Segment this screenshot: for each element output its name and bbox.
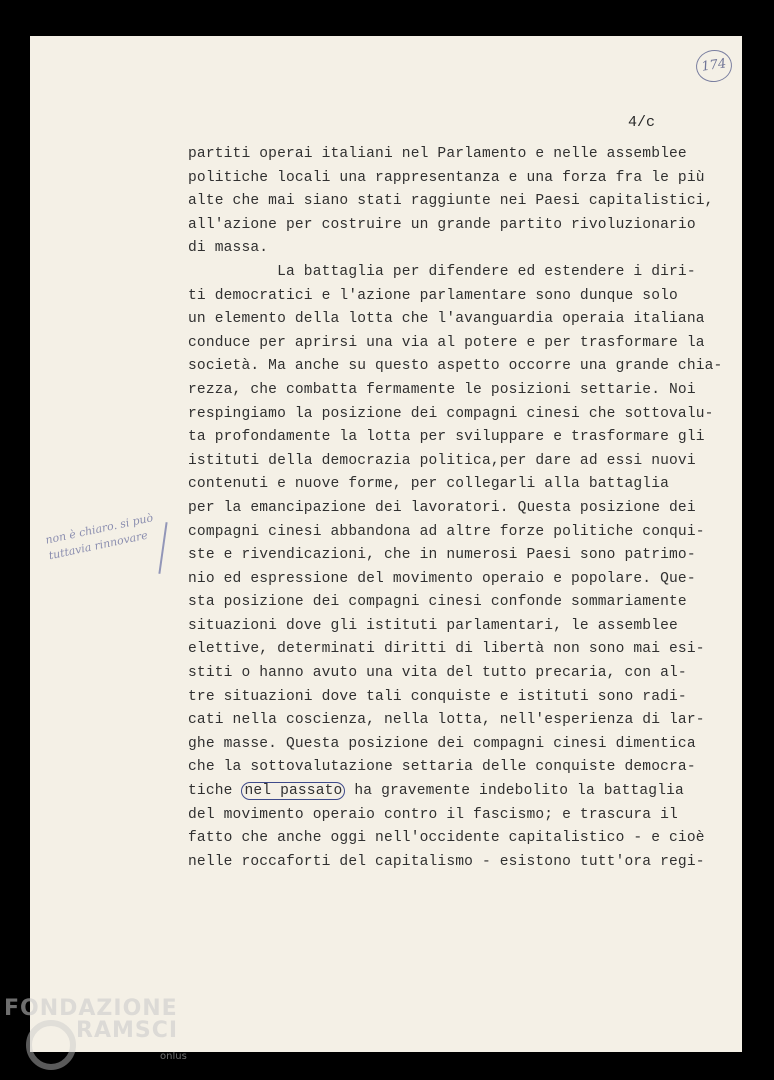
text-line: compagni cinesi abbandona ad altre forze politiche conqui- [188, 523, 705, 540]
text-line: politiche locali una rappresentanza e una forza fra le più [188, 169, 705, 186]
text-line: all'azione per costruire un grande partito rivoluzionario [188, 216, 696, 233]
text-line: che la sottovalutazione settaria delle conquiste democra- [188, 759, 696, 776]
text-line: tre situazioni dove tali conquiste e istituti sono radi- [188, 688, 687, 705]
text-line: elettive, determinati diritti di libertà non sono mai esi- [188, 641, 705, 658]
text-line: ti democratici e l'azione parlamentare sono dunque solo [188, 287, 678, 304]
watermark-line1: FONDAZIONE [4, 996, 178, 1021]
text-line: stiti o hanno avuto una vita del tutto precaria, con al- [188, 665, 687, 682]
text-line: conduce per aprirsi una via al potere e per trasformare la [188, 334, 705, 351]
folio-number-stamp: 174 [694, 48, 734, 85]
page-number: 4/c [628, 114, 656, 131]
text-line: situazioni dove gli istituti parlamentari, le assemblee [188, 617, 678, 634]
text-fragment: tiche [188, 783, 242, 800]
text-line: alte che mai siano stati raggiunte nei Paesi capitalistici, [188, 193, 714, 210]
watermark-g-logo [26, 1020, 76, 1070]
text-line: nelle roccaforti del capitalismo - esistono tutt'ora regi- [188, 853, 705, 870]
text-line: ste e rivendicazioni, che in numerosi Paesi sono patrimo- [188, 547, 696, 564]
text-line: del movimento operaio contro il fascismo; e trascura il [188, 806, 678, 823]
annotated-text-line [188, 780, 708, 804]
text-line: partiti operai italiani nel Parlamento e nelle assemblee [188, 146, 687, 162]
watermark-onlus: onlus [160, 1051, 187, 1062]
text-line: cati nella coscienza, nella lotta, nell'esperienza di lar- [188, 712, 705, 729]
text-line: fatto che anche oggi nell'occidente capitalistico - e cioè [188, 830, 705, 847]
archive-watermark [4, 996, 204, 1080]
text-line: sta posizione dei compagni cinesi confonde sommariamente [188, 594, 687, 611]
text-line: società. Ma anche su questo aspetto occorre una grande chia- [188, 358, 723, 375]
circled-phrase: nel passato [241, 782, 345, 800]
typed-body-text [188, 143, 723, 874]
text-line: La battaglia per difendere ed estendere i diri- [188, 263, 696, 280]
text-line: rezza, che combatta fermamente le posizioni settarie. Noi [188, 381, 696, 398]
text-line: di massa. [188, 240, 269, 257]
text-line: ta profondamente la lotta per sviluppare e trasformare gli [188, 429, 705, 446]
watermark-line2: RAMSCI [76, 1018, 179, 1043]
text-line: ghe masse. Questa posizione dei compagni cinesi dimentica [188, 735, 696, 752]
text-line: un elemento della lotta che l'avanguardia operaia italiana [188, 311, 705, 328]
text-line: istituti della democrazia politica,per dare ad essi nuovi [188, 452, 696, 469]
text-line: nio ed espressione del movimento operaio e popolare. Que- [188, 570, 696, 587]
text-fragment: ha gravemente indebolito la battaglia [345, 783, 684, 800]
text-line: contenuti e nuove forme, per collegarli alla battaglia [188, 476, 670, 493]
text-line: respingiamo la posizione dei compagni cinesi che sottovalu- [188, 405, 714, 422]
text-line: per la emancipazione dei lavoratori. Questa posizione dei [188, 499, 696, 516]
handwritten-margin-note: non è chiaro. si può tuttavia rinnovare [44, 511, 155, 563]
